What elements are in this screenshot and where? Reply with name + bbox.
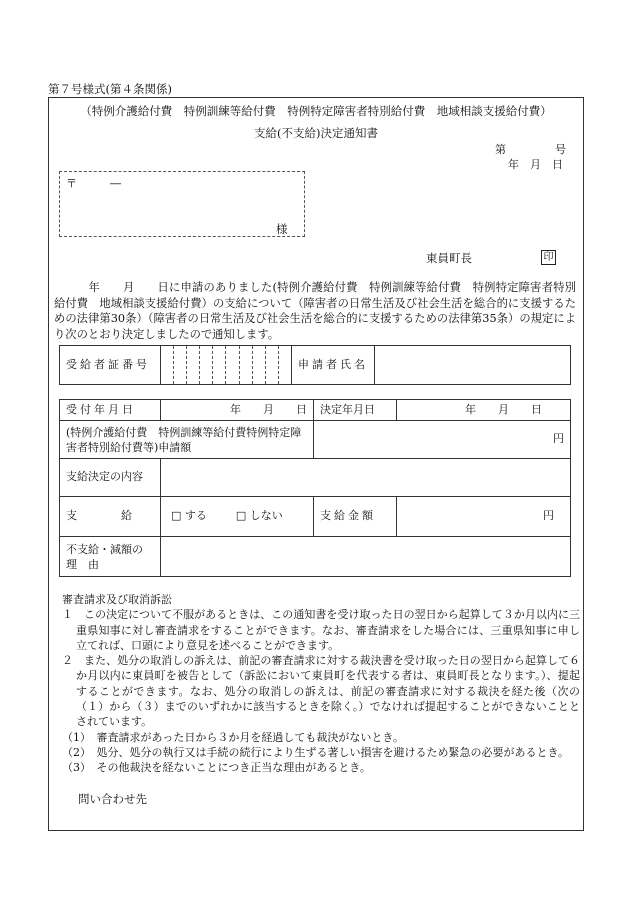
seal-mark: 印 [541,250,556,265]
payment-amount-yen[interactable]: 円 [397,497,571,537]
payment-yes-checkbox[interactable]: □ する [171,509,207,523]
applied-amount-yen[interactable]: 円 [314,421,571,459]
page-title: 支給(不支給)決定通知書 [254,126,378,140]
inquiry-label: 問い合わせ先 [78,792,147,806]
received-date-field[interactable]: 年 月 日 [161,400,314,421]
payment-label: 支 給 [60,497,161,537]
issue-date: 年 月 日 [508,158,563,171]
recipient-no-label: 受給者証番号 [60,346,161,385]
decision-date-label: 決定年月日 [314,400,397,421]
address-box [59,171,305,237]
notes-sub-3: （3） その他裁決を経ないことにつき正当な理由があるとき。 [62,761,371,775]
mayor-title: 東員町長 [426,251,472,265]
zip-mark: 〒 [66,177,77,190]
applicant-name-field[interactable] [375,346,571,385]
content-field[interactable] [161,459,571,497]
form-label: 第７号様式(第４条関係) [48,82,172,96]
doc-number-suffix: 号 [555,143,566,156]
notes-sub-2: （2） 処分、処分の執行又は手続の続行により生ずる著しい損害を避けるため緊急の必要があるとき。 [62,745,570,759]
notes-item-2: ２ また、処分の取消しの訴えは、前記の審査請求に対する裁決書を受け取った日の翌日から起算して６か月以内に東員町を被告として（訴訟において東員町を代表する者は、東員町長となります。）、提起することができます。なお、処分の取消しの訴えは、前記の審査請求に対する裁決を経た後（次の（１）から（３）までのいずれかに該当するときを除く。）でなければ提起することができないこととされています。 [62,654,580,729]
reason-label: 不支給・減額の 理 由 [60,537,161,577]
received-date-label: 受付年月日 [60,400,161,421]
decision-date-field[interactable]: 年 月 日 [397,400,571,421]
applied-amount-label: (特例介護給付費 特例訓練等給付費特例特定障害者特別給付費等)申請額 [60,421,314,459]
applicant-name-label: 申請者氏名 [292,346,375,385]
payment-amount-label: 支給金額 [314,497,397,537]
appeal-notes [62,592,580,776]
payment-no-checkbox[interactable]: □ しない [235,509,283,523]
decision-table [59,399,571,577]
reason-field[interactable] [161,537,571,577]
intro-text: 年 月 日に申請のありました(特例介護給付費 特例訓練等給付費 特例特定障害者特別給付費 地域相談支援給付費）の支給について（障害者の日常生活及び社会生活を総合的に支援するための法律第30条）（障害者の日常生活及び社会生活を総合的に支援するための法律第35条）の規定により次のとおり決定しましたので通知します。 [54,281,576,341]
doc-number-prefix: 第 [495,143,506,156]
content-label: 支給決定の内容 [60,459,161,497]
notes-sub-1: （1） 審査請求があった日から３か月を経過しても裁決がないとき。 [62,730,404,744]
notes-heading: 審査請求及び取消訴訟 [62,593,172,606]
recipient-table [59,345,571,385]
zip-dash: ― [110,177,121,190]
benefit-types-subtitle: （特例介護給付費 特例訓練等給付費 特例特定障害者特別給付費 地域相談支援給付費） [80,104,552,118]
recipient-no-cells[interactable] [161,346,292,385]
notes-item-1: １ この決定について不服があるときは、この通知書を受け取った日の翌日から起算して３か月以内に三重県知事に対し審査請求をすることができます。なお、審査請求をした場合には、三重県知事に申し立てれば、口頭により意見を述べることができます。 [62,608,580,652]
honorific: 様 [276,222,288,236]
